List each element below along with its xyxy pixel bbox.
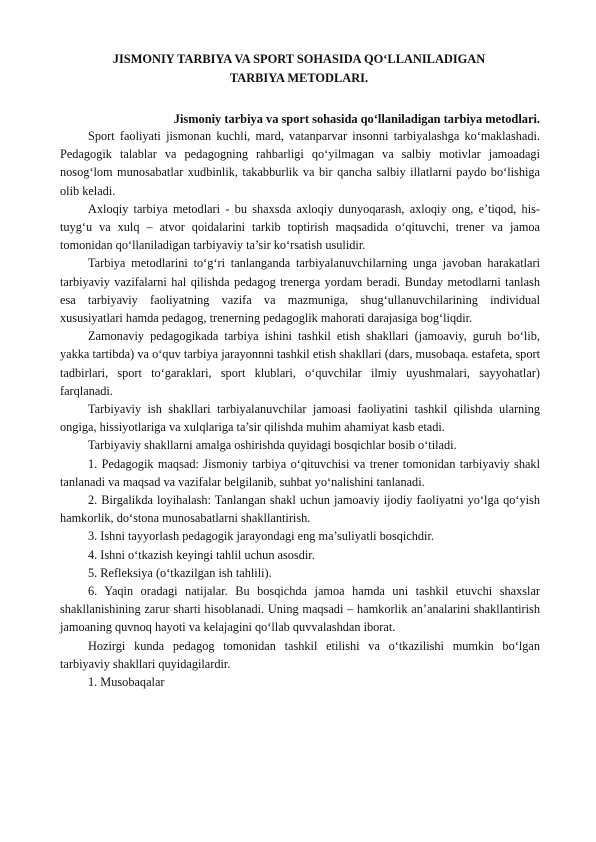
- paragraph: Tarbiyaviy ish shakllari tarbiyalanuvchilar jamoasi faoliyatini tashkil qilishda ularning ongiga, hissiyotlariga va xulqlariga ta’sir qilishda muhim ahamiyat kasb etadi.: [60, 402, 540, 435]
- list-item: 5. Refleksiya (o‘tkazilgan ish tahlili).: [88, 565, 272, 580]
- paragraph: Sport faoliyati jismonan kuchli, mard, vatanparvar insonni tarbiyalashga ko‘maklashadi. Pedagogik talablar va pedagogning rahbarligi qo‘yilmagan va salbiy motivlar jamoadagi nosog‘lom munosabatlar xudbinlik, takabburlik va bir qancha salbiy illatlarni paydo bo‘lishiga olib keladi.: [60, 129, 540, 198]
- list-item: 4. Ishni o‘tkazish keyingi tahlil uchun asosdir.: [88, 547, 315, 562]
- list-item: 1. Musobaqalar: [88, 675, 165, 690]
- paragraph: Axloqiy tarbiya metodlari - bu shaxsda axloqiy dunyoqarash, axloqiy ong, e’tiqod, his-tuyg‘u va xulq – atvor qoidalarini tarkib toptirish maqsadida o‘qituvchi, trener va jamoa tomonidan qo‘llaniladigan tarbiyaviy ta’sir ko‘rsatish usulidir.: [60, 201, 540, 253]
- page-title: JISMONIY TARBIYA VA SPORT SOHASIDA QO‘LLANILADIGAN TARBIYA METODLARI.: [112, 52, 486, 85]
- list-item: 6. Yaqin oradagi natijalar. Bu bosqichda jamoa hamda uni tashkil etuvchi shaxslar shakllanishining zarur sharti hisoblanadi. Uning maqsadi – hamkorlik an’analarini shakllantirish jamoaning quvnoq hayoti va kelajagini qo‘llab quvvalashdan iborat.: [60, 584, 540, 635]
- document-body: [60, 127, 540, 691]
- paragraph: Zamonaviy pedagogikada tarbiya ishini tashkil etish shakllari (jamoaviy, guruh bo‘lib, yakka tartibda) va o‘quv tarbiya jarayonnni tashkil etish shakllari (dars, musobaqa. estafeta, sport tadbirlari, sport to‘garaklari, sport klublari, o‘quvchilar ilmiy uyushmalari, sayyohatlar) farqlanadi.: [60, 329, 540, 398]
- paragraph: Tarbiyaviy shakllarni amalga oshirishda quyidagi bosqichlar bosib o‘tiladi.: [88, 438, 457, 453]
- section-heading: Jismoniy tarbiya va sport sohasida qo‘llaniladigan tarbiya metodlari.: [173, 112, 540, 126]
- list-item: 2. Birgalikda loyihalash: Tanlangan shakl uchun jamoaviy ijodiy faoliyatni yo‘lga qo‘yish hamkorlik, do‘stona munosabatlarni shakllantirish.: [60, 493, 540, 526]
- paragraph: Tarbiya metodlarini to‘g‘ri tanlanganda tarbiyalanuvchilarning unga javoban harakatlari tarbiyaviy vazifalarni hal qilishda pedagog trenerga yordam beradi. Bunday metodlarni tanlash esa tarbiyaviy faoliyatning vazifa va mazmuniga, shug‘ullanuvchilarining individual xususiyatlari hamda pedagog, trenerning pedagoglik mahorati darajasiga bog‘liqdir.: [60, 256, 540, 326]
- list-item: 3. Ishni tayyorlash pedagogik jarayondagi eng ma’suliyatli bosqichdir.: [88, 529, 434, 544]
- list-item: 1. Pedagogik maqsad: Jismoniy tarbiya o‘qituvchisi va trener tomonidan tarbiyaviy shakl tanlanadi va maqsad va vazifalar belgilanib, suhbat yo‘nalishini tanlanadi.: [60, 456, 540, 489]
- paragraph: Hozirgi kunda pedagog tomonidan tashkil etilishi va o‘tkazilishi mumkin bo‘lgan tarbiyaviy shakllari quyidagilardir.: [60, 638, 540, 671]
